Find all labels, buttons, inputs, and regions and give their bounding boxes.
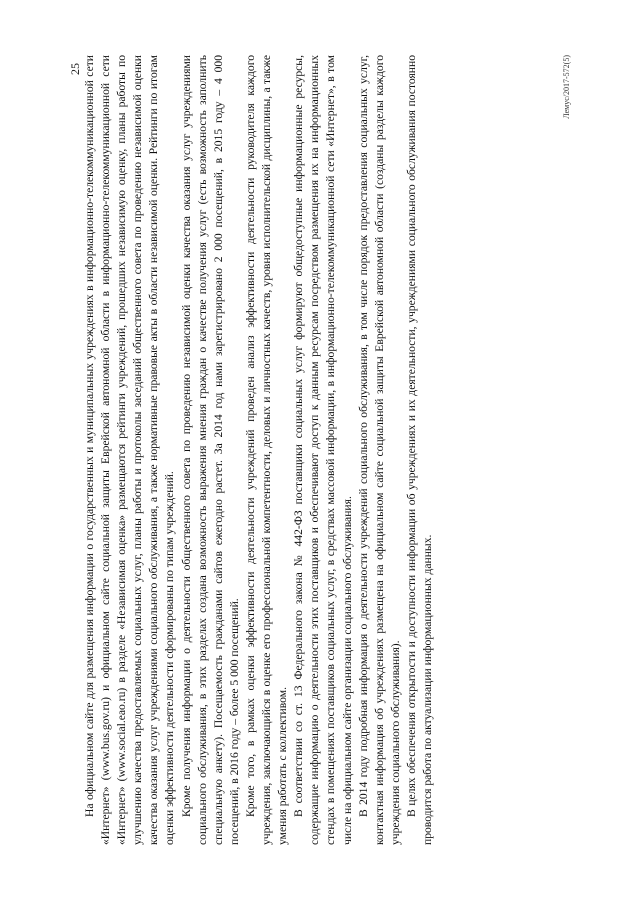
rotated-text-frame: [68, 55, 573, 845]
paragraph-federal-law: В соответствии со ст. 13 Федерального закона № 442-ФЗ поставщики социальных услуг формируют общедоступные информационные ресурсы, содержащие информацию о деятельности этих поставщиков и обеспечивают доступ к данным ресурсам посредством размещения их на информационных стендах в помещениях поставщиков социальных услуг, в средствах массовой информации, в информационно-телекоммуникационной сети «Интернет», в том числе на официальном сайте организации социального обслуживания.: [292, 55, 354, 845]
document-body: [82, 55, 436, 845]
paragraph-director-evaluation: Кроме того, в рамках оценки эффективности деятельности учреждений проведен анализ эффективности деятельности руководителя каждого учреждения, заключающийся в оценке его профессиональной компетентности, деловых и личностных качеств, уровня исполнительской дисциплины, а также умения работать с коллективом.: [243, 55, 290, 845]
paragraph-public-council: Кроме получения информации о деятельности общественного совета по проведению независимой оценки качества оказания услуг учреждениями социального обслуживания, в этих разделах создана возможность выражения мнения граждан о качестве получения услуг (есть возможность заполнить специальную анкету). Посещаемость гражданами сайтов ежегодно растет. За 2014 год нами зарегистрировано 2 000 посещений, в 2015 году – 4 000 посещений, в 2016 году – более 5 000 посещений.: [179, 55, 241, 845]
page-number: 25: [68, 63, 82, 75]
document-code: Лемус/2017-572(5): [562, 55, 571, 119]
paragraph-2014-info: В 2014 году подробная информация о деятельности учреждений социального обслуживания, в том числе порядок предоставления социальных услуг, контактная информация об учреждениях размещена на официальном сайте социальной защиты Еврейской автономной области (созданы разделы каждого учреждения социального обслуживания).: [356, 55, 402, 845]
paragraph-openness: В целях обеспечения открытости и доступности информации об учреждениях и их деятельности, учреждениями социального обслуживания постоянно проводится работа по актуализации информационных данных.: [404, 55, 434, 845]
paragraph-websites: На официальном сайте для размещения информации о государственных и муниципальных учреждениях в информационно-телекоммуникационной сети «Интернет» (www.bus.gov.ru) и официальном сайте социальной защиты Еврейской автономной области в информационно-телекоммуникационной сети «Интернет» (www.social.eao.ru) в разделе «Независимая оценка» размещаются рейтинги учреждений, прошедших независимую оценку, планы работы по улучшению качества предоставляемых социальных услуг, планы работы и протоколы заседаний общественного совета по проведению независимой оценки качества оказания услуг учреждениями социального обслуживания, а также нормативные правовые акты в области независимой оценки. Рейтинги по итогам оценки эффективности деятельности сформированы по типам учреждений.: [83, 55, 177, 845]
